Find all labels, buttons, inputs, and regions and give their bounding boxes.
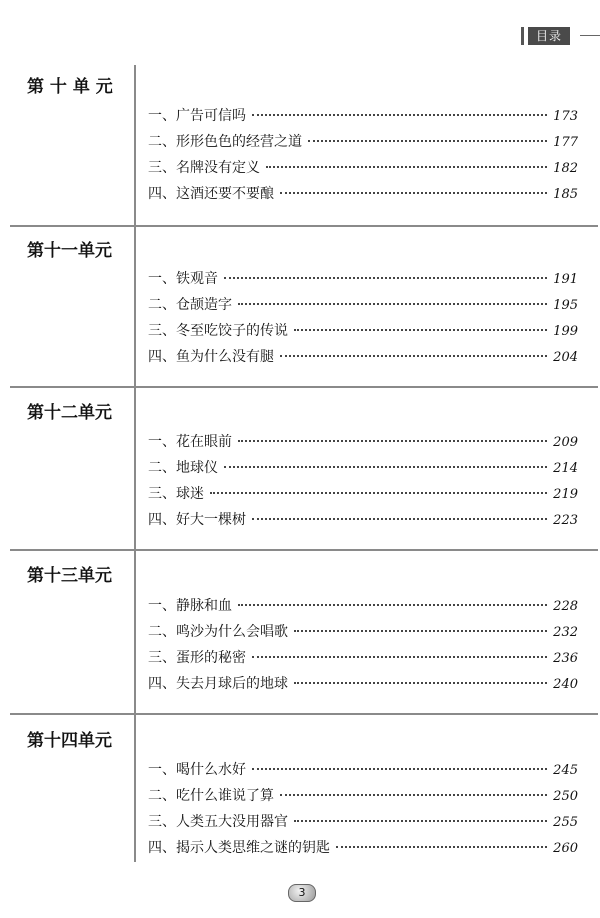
entry-title: 一、广告可信吗 [148, 108, 246, 124]
unit-title: 第十二单元 [27, 403, 112, 423]
entry-title: 二、地球仪 [148, 460, 218, 476]
entry-title: 二、仓颉造字 [148, 297, 232, 313]
entry-page: 250 [553, 789, 578, 804]
entry-title: 一、静脉和血 [148, 598, 232, 614]
entry-page: 182 [553, 161, 578, 176]
toc-entry[interactable] [148, 183, 578, 203]
leader-dots [280, 794, 547, 796]
tag-bar [521, 27, 524, 45]
header-rule [580, 35, 600, 36]
unit-title: 第十三单元 [27, 566, 112, 586]
toc-entry[interactable] [148, 483, 578, 503]
entry-title: 四、好大一棵树 [148, 512, 246, 528]
unit-title: 第十一单元 [27, 241, 112, 261]
entry-page: 191 [553, 272, 578, 287]
entry-page: 195 [553, 298, 578, 313]
toc-entry[interactable] [148, 157, 578, 177]
entry-page: 245 [553, 763, 578, 778]
entry-page: 214 [553, 461, 578, 476]
toc-entry[interactable] [148, 811, 578, 831]
unit-title: 第十四单元 [27, 731, 112, 751]
leader-dots [294, 820, 547, 822]
entry-page: 219 [553, 487, 578, 502]
entry-page: 204 [553, 350, 578, 365]
entry-title: 四、这酒还要不要酿 [148, 186, 274, 202]
entry-page: 255 [553, 815, 578, 830]
leader-dots [336, 846, 547, 848]
toc-entry[interactable] [148, 346, 578, 366]
toc-entry[interactable] [148, 509, 578, 529]
toc-entry[interactable] [148, 621, 578, 641]
entry-title: 四、鱼为什么没有腿 [148, 349, 274, 365]
toc-entry[interactable] [148, 457, 578, 477]
leader-dots [280, 355, 547, 357]
entry-title: 一、铁观音 [148, 271, 218, 287]
entry-page: 209 [553, 435, 578, 450]
leader-dots [224, 466, 547, 468]
leader-dots [294, 329, 547, 331]
leader-dots [252, 656, 547, 658]
entry-page: 228 [553, 599, 578, 614]
section-tag [521, 27, 570, 45]
toc-entry[interactable] [148, 268, 578, 288]
entry-page: 260 [553, 841, 578, 856]
leader-dots [238, 604, 547, 606]
entry-title: 三、蛋形的秘密 [148, 650, 246, 666]
leader-dots [252, 518, 547, 520]
vertical-divider [134, 65, 136, 862]
leader-dots [252, 114, 547, 116]
page-number: 3 [288, 884, 316, 902]
toc-entry[interactable] [148, 131, 578, 151]
leader-dots [238, 303, 547, 305]
entry-page: 199 [553, 324, 578, 339]
entry-page: 173 [553, 109, 578, 124]
toc-entry[interactable] [148, 595, 578, 615]
entry-title: 一、花在眼前 [148, 434, 232, 450]
unit-divider [10, 713, 598, 715]
toc-entry[interactable] [148, 320, 578, 340]
leader-dots [252, 768, 547, 770]
entry-title: 四、失去月球后的地球 [148, 676, 288, 692]
toc-entry[interactable] [148, 105, 578, 125]
toc-entry[interactable] [148, 759, 578, 779]
leader-dots [224, 277, 547, 279]
unit-divider [10, 386, 598, 388]
leader-dots [280, 192, 547, 194]
leader-dots [210, 492, 547, 494]
unit-title: 第 十 单 元 [27, 77, 113, 97]
toc-entry[interactable] [148, 647, 578, 667]
entry-title: 二、鸣沙为什么会唱歌 [148, 624, 288, 640]
toc-entry[interactable] [148, 294, 578, 314]
leader-dots [294, 630, 547, 632]
entry-title: 一、喝什么水好 [148, 762, 246, 778]
entry-page: 223 [553, 513, 578, 528]
toc-entry[interactable] [148, 431, 578, 451]
entry-page: 232 [553, 625, 578, 640]
unit-divider [10, 549, 598, 551]
entry-title: 二、吃什么谁说了算 [148, 788, 274, 804]
toc-entry[interactable] [148, 673, 578, 693]
toc-entry[interactable] [148, 785, 578, 805]
entry-title: 三、人类五大没用器官 [148, 814, 288, 830]
section-tag-label: 目录 [528, 27, 570, 45]
entry-title: 三、名牌没有定义 [148, 160, 260, 176]
entry-page: 185 [553, 187, 578, 202]
entry-page: 177 [553, 135, 578, 150]
entry-page: 236 [553, 651, 578, 666]
entry-page: 240 [553, 677, 578, 692]
entry-title: 三、球迷 [148, 486, 204, 502]
unit-divider [10, 225, 598, 227]
leader-dots [294, 682, 547, 684]
entry-title: 四、揭示人类思维之谜的钥匙 [148, 840, 330, 856]
leader-dots [266, 166, 547, 168]
entry-title: 三、冬至吃饺子的传说 [148, 323, 288, 339]
leader-dots [308, 140, 547, 142]
leader-dots [238, 440, 547, 442]
entry-title: 二、形形色色的经营之道 [148, 134, 302, 150]
toc-entry[interactable] [148, 837, 578, 857]
